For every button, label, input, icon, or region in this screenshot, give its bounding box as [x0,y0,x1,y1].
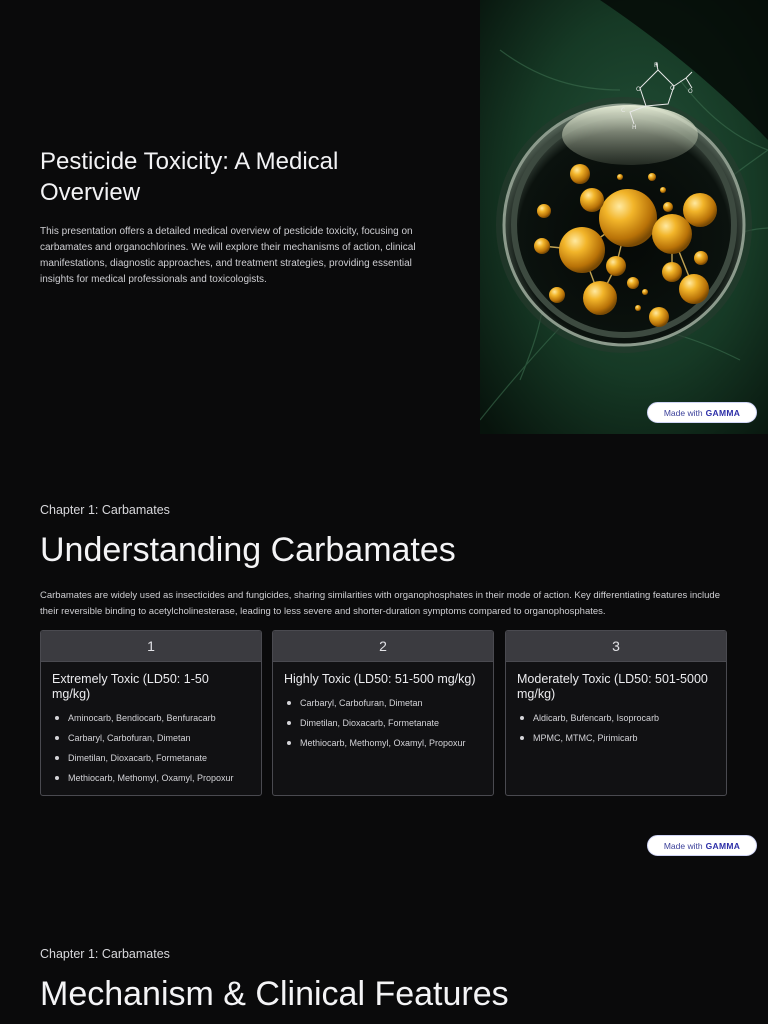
svg-text:O: O [670,85,675,92]
badge-prefix: Made with [663,840,703,851]
title-slide [0,0,768,434]
toxicity-card [272,630,494,796]
list-item: Methiocarb, Methomyl, Oxamyl, Propoxur [284,733,482,753]
molecule-sphere-image [480,0,768,434]
svg-text:C: C [621,107,626,114]
toxicity-card [40,630,262,796]
list-item: Aldicarb, Bufencarb, Isoprocarb [517,708,715,728]
toxicity-cards [40,630,727,796]
made-with-gamma-badge[interactable] [647,835,757,856]
svg-text:H: H [632,124,637,131]
list-item: Dimetilan, Dioxacarb, Formetanate [284,713,482,733]
card-number: 2 [273,631,493,662]
card-number: 1 [41,631,261,662]
card-list [506,702,726,748]
list-item: Methiocarb, Methomyl, Oxamyl, Propoxur [52,768,250,788]
section-title: Understanding Carbamates [40,531,456,569]
svg-text:H: H [654,62,659,69]
section-title: Mechanism & Clinical Features [40,975,509,1013]
made-with-gamma-badge[interactable] [647,402,757,423]
list-item: Carbaryl, Carbofuran, Dimetan [284,693,482,713]
card-list [41,702,261,788]
presentation-description: This presentation offers a detailed medical overview of pesticide toxicity, focusing on carbamates and organochlorines. We will explore their mechanisms of action, clinical manifestations, diagnostic approaches, and treatment strategies, providing essential insights for medical professionals and toxicologists. [40,226,416,285]
card-list [273,687,493,753]
carbamates-description: Carbamates are widely used as insecticides and fungicides, sharing similarities with organophosphates in their mode of action. Key differentiating features include their reversible binding to acetylcholinesterase, leading to less severe and shorter-duration symptoms compared to organophosphates. [40,590,720,617]
chapter-label: Chapter 1: Carbamates [40,947,170,961]
card-title: Highly Toxic (LD50: 51-500 mg/kg) [284,672,476,686]
list-item: Carbaryl, Carbofuran, Dimetan [52,728,250,748]
list-item: Aminocarb, Bendiocarb, Benfuracarb [52,708,250,728]
card-number: 3 [506,631,726,662]
presentation-title: Pesticide Toxicity: A Medical Overview [40,148,339,206]
card-title: Extremely Toxic (LD50: 1-50 mg/kg) [52,672,209,701]
svg-text:O: O [636,86,641,93]
gamma-logo: GAMMA [705,407,741,418]
svg-text:O: O [688,88,693,95]
gamma-logo: GAMMA [705,840,741,851]
chapter-label: Chapter 1: Carbamates [40,503,170,517]
list-item: Dimetilan, Dioxacarb, Formetanate [52,748,250,768]
badge-prefix: Made with [663,407,703,418]
card-title: Moderately Toxic (LD50: 501-5000 mg/kg) [517,672,708,701]
list-item: MPMC, MTMC, Pirimicarb [517,728,715,748]
toxicity-card [505,630,727,796]
